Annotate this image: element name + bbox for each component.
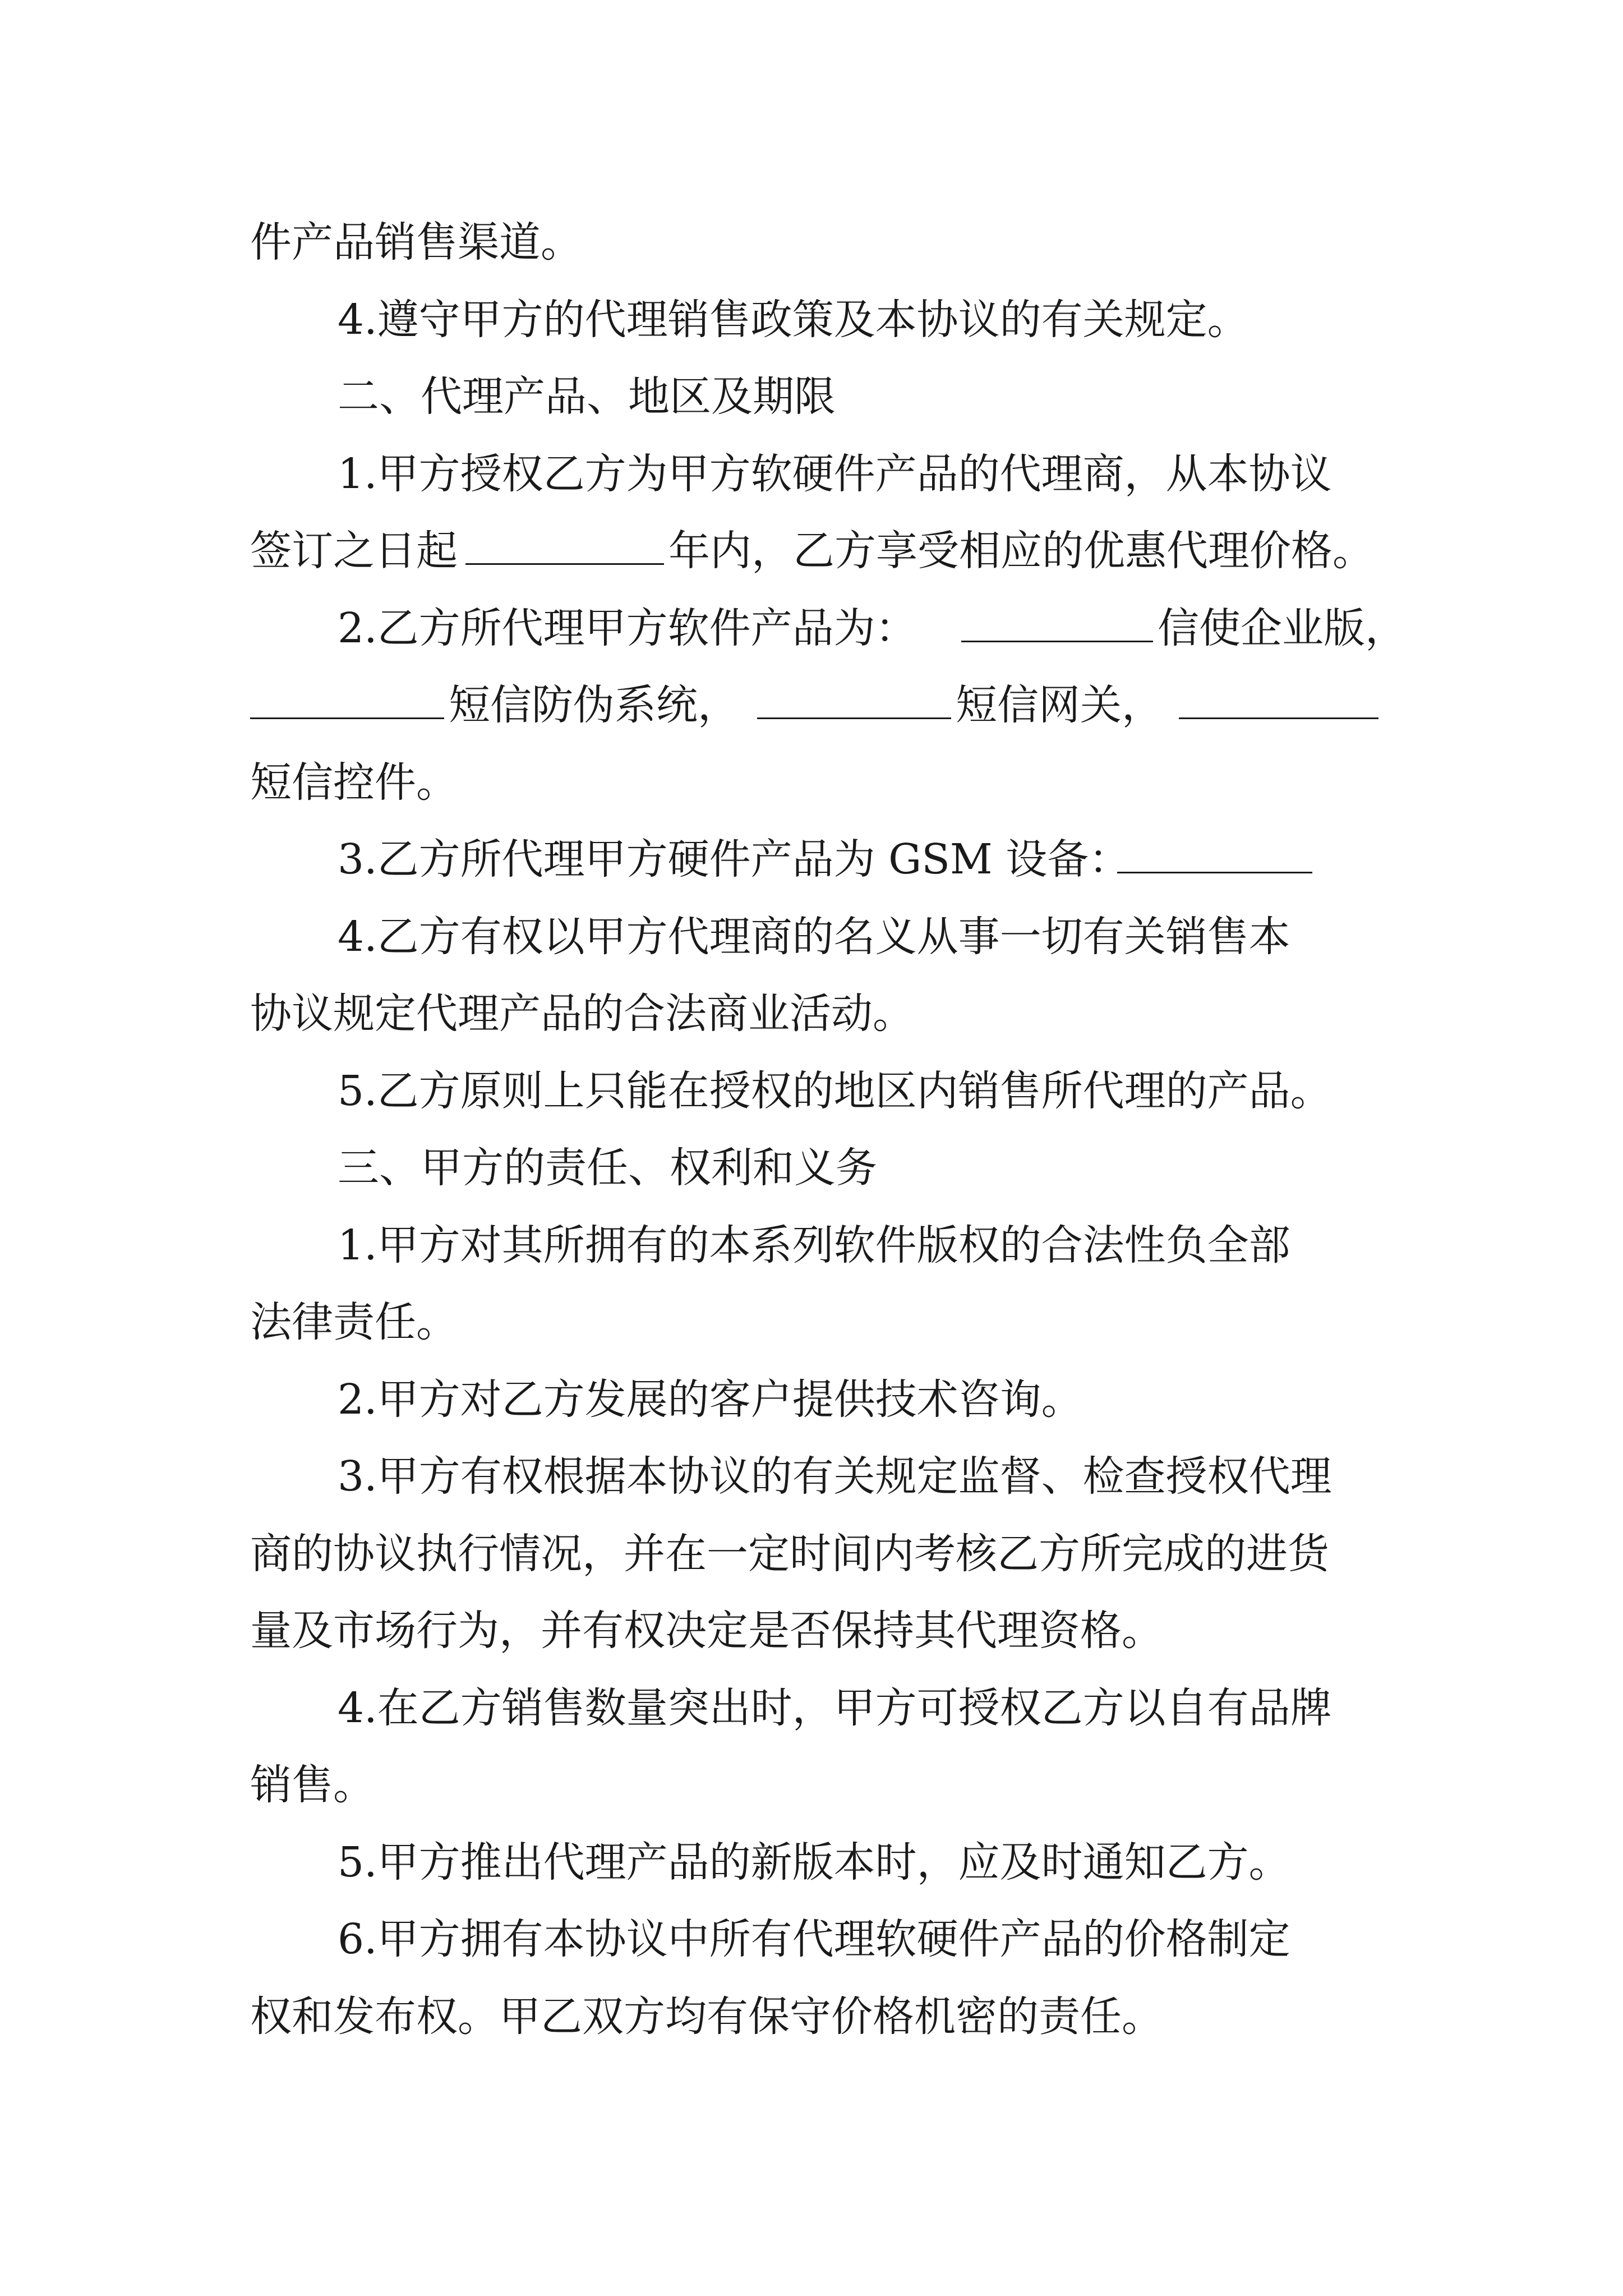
text-line-content: 法律责任。 (250, 1298, 458, 1346)
text-line-content: 件产品销售渠道。 (250, 218, 582, 266)
text-line-segment: 2.乙方所代理甲方软件产品为： (338, 604, 917, 652)
text-line-segment: 年内，乙方享受相应的优惠代理价格。 (668, 527, 1374, 575)
text-line (250, 753, 458, 812)
blank-field (250, 678, 444, 719)
text-line-segment: 短信网关， (956, 681, 1163, 729)
text-line (338, 1833, 1311, 1892)
text-line-content: 4.乙方有权以甲方代理商的名义从事一切有关销售本 (338, 913, 1290, 961)
text-line-content: 3.甲方有权根据本协议的有关规定监督、检查授权代理 (338, 1452, 1332, 1501)
text-line (250, 676, 1378, 734)
text-line (338, 1062, 1390, 1120)
text-line (250, 213, 582, 272)
text-line-segment: 签订之日起 (250, 527, 458, 575)
text-line (338, 445, 1386, 503)
text-line (338, 599, 1407, 657)
text-line-content: 商的协议执行情况，并在一定时间内考核乙方所完成的进货 (250, 1530, 1329, 1578)
text-line (338, 1370, 1106, 1429)
text-line-content: 4.遵守甲方的代理销售政策及本协议的有关规定。 (338, 296, 1249, 344)
text-line-content: 协议规定代理产品的合法商业活动。 (250, 990, 914, 1038)
text-line (250, 1987, 1192, 2046)
blank-field (1117, 832, 1312, 873)
text-line (338, 1216, 1386, 1274)
text-line-content: 权和发布权。甲乙双方均有保守价格机密的责任。 (250, 1993, 1163, 2041)
text-line (338, 1679, 1386, 1737)
text-line-content: 4.在乙方销售数量突出时，甲方可授权乙方以自有品牌 (338, 1684, 1332, 1732)
text-line-content: 量及市场行为，并有权决定是否保持其代理资格。 (250, 1607, 1163, 1655)
section-heading (338, 1139, 910, 1197)
blank-field (465, 524, 664, 565)
text-line-segment: 信使企业版， (1158, 604, 1407, 652)
blank-field (757, 678, 951, 719)
text-line (250, 1293, 458, 1351)
text-line (250, 984, 931, 1043)
text-line-content: 短信控件。 (250, 758, 458, 807)
text-line-content: 1.甲方授权乙方为甲方软硬件产品的代理商，从本协议 (338, 450, 1332, 498)
text-line-content: 三、甲方的责任、权利和义务 (338, 1144, 877, 1192)
text-line (338, 1447, 1386, 1506)
text-line (338, 830, 1312, 889)
text-line-content: 2.甲方对乙方发展的客户提供技术咨询。 (338, 1375, 1083, 1424)
text-line (250, 1756, 375, 1814)
text-line (338, 908, 1386, 966)
text-line (250, 522, 1385, 580)
section-heading (338, 367, 868, 426)
text-line (338, 1910, 1386, 1968)
text-line-content: 6.甲方拥有本协议中所有代理软硬件产品的价格制定 (338, 1915, 1290, 1963)
text-line (250, 1525, 1386, 1583)
text-line-content: 1.甲方对其所拥有的本系列软件版权的合法性负全部 (338, 1221, 1290, 1269)
text-line-segment: 3.乙方所代理甲方硬件产品为 GSM 设备： (338, 835, 1131, 884)
text-line-content: 销售。 (250, 1761, 375, 1809)
text-line (338, 291, 1269, 349)
text-line-content: 5.乙方原则上只能在授权的地区内销售所代理的产品。 (338, 1067, 1332, 1115)
blank-field (961, 601, 1153, 642)
text-line (250, 1602, 1186, 1660)
text-line-content: 5.甲方推出代理产品的新版本时，应及时通知乙方。 (338, 1838, 1290, 1887)
text-line-content: 二、代理产品、地区及期限 (338, 372, 836, 421)
text-line-segment: 短信防伪系统， (449, 681, 739, 729)
blank-field (1179, 678, 1378, 719)
